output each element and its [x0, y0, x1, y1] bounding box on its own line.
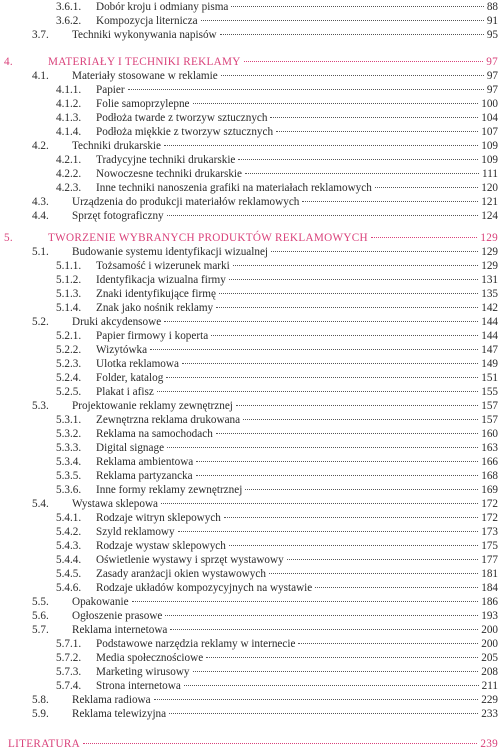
toc-entry-number: 5.7.	[32, 624, 49, 636]
toc-entry-page: 104	[481, 112, 498, 124]
toc-entry[interactable]	[0, 623, 500, 637]
toc-entry-page: 200	[481, 638, 498, 650]
dot-leader	[371, 237, 477, 238]
dot-leader	[270, 117, 478, 118]
dot-leader	[167, 215, 479, 216]
toc-entry-page: 91	[486, 15, 498, 27]
toc-entry-number: 4.2.	[32, 140, 49, 152]
toc-entry-number: 5.8.	[32, 694, 49, 706]
toc-entry-number: 4.2.1.	[56, 154, 82, 166]
toc-entry-page: 181	[481, 568, 498, 580]
toc-entry-number: 4.2.2.	[56, 168, 82, 180]
dot-leader	[164, 321, 478, 322]
dot-leader	[238, 159, 478, 160]
toc-entry-title: Sprzęt fotograficzny	[72, 210, 164, 222]
toc-entry[interactable]	[0, 413, 500, 427]
toc-chapter-entry[interactable]	[0, 55, 500, 69]
toc-entry[interactable]	[0, 69, 500, 83]
toc-entry[interactable]	[0, 195, 500, 209]
toc-entry-number: 5.4.6.	[56, 582, 82, 594]
toc-entry-number: 5.7.3.	[56, 666, 82, 678]
toc-entry-number: 4.3.	[32, 196, 49, 208]
dot-leader	[196, 461, 478, 462]
toc-entry-page: 124	[481, 210, 498, 222]
toc-entry-page: 131	[481, 274, 498, 286]
toc-entry-title: Reklama telewizyjna	[72, 708, 167, 720]
toc-entry[interactable]	[0, 497, 500, 511]
toc-entry-title: Marketing wirusowy	[96, 666, 190, 678]
toc-entry-number: 5.4.5.	[56, 568, 82, 580]
dot-leader	[165, 615, 478, 616]
dot-leader	[287, 559, 479, 560]
toc-entry[interactable]	[0, 329, 500, 343]
toc-entry-title: Kompozycja liternicza	[96, 15, 198, 27]
dot-leader	[166, 377, 478, 378]
dot-leader	[193, 671, 479, 672]
toc-entry-title: Folder, katalog	[96, 372, 164, 384]
dot-leader	[219, 293, 478, 294]
toc-entry-title: Rodzaje witryn sklepowych	[96, 512, 221, 524]
toc-entry-number: 5.3.6.	[56, 484, 82, 496]
dot-leader	[150, 349, 478, 350]
toc-entry-page: 168	[481, 470, 498, 482]
toc-entry-page: 155	[481, 386, 498, 398]
toc-entry-title: Opakowanie	[72, 596, 129, 608]
toc-entry-number: 5.4.2.	[56, 526, 82, 538]
toc-entry-number: 3.6.1.	[56, 1, 82, 13]
toc-entry-number: 5.7.4.	[56, 680, 82, 692]
toc-entry-number: 5.4.	[32, 498, 49, 510]
toc-entry[interactable]	[0, 371, 500, 385]
toc-entry[interactable]	[0, 455, 500, 469]
toc-entry-page: 157	[481, 414, 498, 426]
dot-leader	[269, 573, 478, 574]
toc-entry-page: 208	[481, 666, 498, 678]
toc-entry-page: 144	[481, 330, 498, 342]
toc-entry-page: 144	[481, 316, 498, 328]
dot-leader	[315, 587, 478, 588]
toc-entry-title: Druki akcydensowe	[72, 316, 162, 328]
toc-entry-page: 229	[481, 694, 498, 706]
toc-entry-title: Oświetlenie wystawy i sprzęt wystawowy	[96, 554, 284, 566]
toc-entry-page: 107	[481, 126, 498, 138]
toc-entry-page: 200	[481, 624, 498, 636]
toc-entry-title: Plakat i afisz	[96, 386, 154, 398]
toc-entry-title: Wizytówka	[96, 344, 148, 356]
toc-entry[interactable]	[0, 539, 500, 553]
toc-entry-number: 4.1.	[32, 70, 49, 82]
toc-entry-title: Dobór kroju i odmiany pisma	[96, 1, 229, 13]
toc-entry-page: 173	[481, 526, 498, 538]
toc-entry-number: 5.4.4.	[56, 554, 82, 566]
toc-entry-page: 88	[486, 1, 498, 13]
dot-leader	[298, 643, 478, 644]
dot-leader	[216, 433, 478, 434]
toc-entry-page: 111	[482, 168, 498, 180]
toc-entry[interactable]	[0, 679, 500, 693]
dot-leader	[224, 517, 478, 518]
dot-leader	[244, 61, 484, 62]
toc-entry-page: 149	[481, 358, 498, 370]
toc-entry[interactable]	[0, 83, 500, 97]
toc-entry[interactable]	[0, 28, 500, 42]
toc-entry[interactable]	[0, 567, 500, 581]
toc-entry-number: 3.6.2.	[56, 15, 82, 27]
toc-entry-number: 5.6.	[32, 610, 49, 622]
toc-entry-page: 129	[480, 232, 498, 244]
toc-entry-number: 4.1.2.	[56, 98, 82, 110]
toc-entry[interactable]	[0, 693, 500, 707]
toc-entry-number: 5.9.	[32, 708, 49, 720]
toc-entry-title: Reklama na samochodach	[96, 428, 213, 440]
dot-leader	[196, 475, 479, 476]
toc-entry-title: Strona internetowa	[96, 680, 181, 692]
dot-leader	[211, 335, 478, 336]
dot-leader	[167, 447, 478, 448]
toc-entry[interactable]	[0, 511, 500, 525]
toc-entry-title: MATERIAŁY I TECHNIKI REKLAMY	[48, 56, 241, 68]
dot-leader	[243, 419, 478, 420]
dot-leader	[154, 699, 479, 700]
toc-entry-page: 177	[481, 554, 498, 566]
toc-entry-title: Podstawowe narzędzia reklamy w internecie	[96, 638, 296, 650]
dot-leader	[132, 601, 479, 602]
toc-entry[interactable]	[0, 441, 500, 455]
toc-entry-title: Ogłoszenie prasowe	[72, 610, 163, 622]
toc-entry[interactable]	[0, 139, 500, 153]
toc-entry[interactable]	[0, 0, 500, 14]
toc-entry-title: Reklama internetowa	[72, 624, 168, 636]
toc-entry-number: 5.2.4.	[56, 372, 82, 384]
dot-leader	[302, 201, 478, 202]
toc-entry-title: Znak jako nośnik reklamy	[96, 302, 214, 314]
toc-entry-title: TWORZENIE WYBRANYCH PRODUKTÓW REKLAMOWYCH	[48, 232, 368, 244]
toc-entry-title: Szyld reklamowy	[96, 526, 175, 538]
dot-leader	[178, 531, 479, 532]
toc-entry[interactable]	[0, 301, 500, 315]
toc-entry-page: 186	[481, 596, 498, 608]
toc-entry-page: 175	[481, 540, 498, 552]
dot-leader	[229, 545, 478, 546]
dot-leader	[271, 251, 478, 252]
toc-entry-number: 5.1.	[32, 246, 49, 258]
toc-entry-page: 160	[481, 428, 498, 440]
dot-leader	[161, 503, 478, 504]
dot-leader	[221, 75, 484, 76]
toc-entry-page: 109	[481, 154, 498, 166]
dot-leader	[193, 103, 479, 104]
dot-leader	[164, 145, 478, 146]
toc-entry-page: 109	[481, 140, 498, 152]
toc-entry-page: 97	[486, 84, 498, 96]
toc-entry-page: 100	[481, 98, 498, 110]
toc-entry-title: Tożsamość i wizerunek marki	[96, 260, 230, 272]
dot-leader	[83, 743, 477, 744]
toc-entry[interactable]	[0, 125, 500, 139]
toc-entry-number: 5.7.2.	[56, 652, 82, 664]
toc-entry-page: 172	[481, 512, 498, 524]
toc-entry[interactable]	[0, 581, 500, 595]
toc-entry-number: 5.4.3.	[56, 540, 82, 552]
toc-entry[interactable]	[0, 651, 500, 665]
toc-entry-number: 5.2.1.	[56, 330, 82, 342]
toc-entry-title: Zasady aranżacji okien wystawowych	[96, 568, 266, 580]
toc-entry-number: 5.1.2.	[56, 274, 82, 286]
dot-leader	[184, 685, 479, 686]
toc-entry[interactable]	[0, 595, 500, 609]
toc-entry-page: 172	[481, 498, 498, 510]
toc-entry-title: Znaki identyfikujące firmę	[96, 288, 216, 300]
dot-leader	[201, 20, 484, 21]
toc-entry-page: 211	[481, 680, 498, 692]
toc-entry-page: 120	[481, 182, 498, 194]
toc-entry[interactable]	[0, 245, 500, 259]
toc-entry[interactable]	[0, 287, 500, 301]
toc-entry[interactable]	[0, 343, 500, 357]
toc-entry[interactable]	[0, 469, 500, 483]
toc-entry-page: 97	[486, 70, 498, 82]
toc-entry-title: Rodzaje układów kompozycyjnych na wystawie	[96, 582, 313, 594]
toc-entry[interactable]	[0, 385, 500, 399]
toc-entry[interactable]	[0, 525, 500, 539]
toc-entry-number: 4.2.3.	[56, 182, 82, 194]
toc-entry-title: Media społecznościowe	[96, 652, 204, 664]
toc-entry-page: 233	[481, 708, 498, 720]
toc-entry-title: Papier	[96, 84, 125, 96]
dot-leader	[233, 265, 478, 266]
toc-entry-page: 163	[481, 442, 498, 454]
toc-entry-number: 4.1.3.	[56, 112, 82, 124]
toc-entry-number: 5.	[4, 232, 13, 244]
dot-leader	[169, 713, 478, 714]
toc-entry[interactable]	[0, 707, 500, 721]
dot-leader	[216, 307, 478, 308]
toc-entry-number: 3.7.	[32, 29, 49, 41]
toc-entry-number: 5.3.5.	[56, 470, 82, 482]
toc-entry-number: 5.2.5.	[56, 386, 82, 398]
toc-chapter-entry[interactable]	[0, 737, 500, 751]
dot-leader	[206, 657, 478, 658]
toc-entry-title: Identyfikacja wizualna firmy	[96, 274, 226, 286]
toc-entry-number: 5.1.4.	[56, 302, 82, 314]
toc-entry[interactable]	[0, 427, 500, 441]
toc-entry-number: 5.3.3.	[56, 442, 82, 454]
toc-entry-title: Techniki wykonywania napisów	[72, 29, 217, 41]
dot-leader	[182, 363, 478, 364]
toc-entry-number: 5.7.1.	[56, 638, 82, 650]
toc-entry-page: 129	[481, 260, 498, 272]
toc-entry-page: 129	[481, 246, 498, 258]
toc-entry-page: 97	[486, 56, 498, 68]
toc-entry-page: 147	[481, 344, 498, 356]
toc-entry-number: 5.3.2.	[56, 428, 82, 440]
toc-entry[interactable]	[0, 167, 500, 181]
toc-entry-title: Reklama ambientowa	[96, 456, 194, 468]
toc-entry[interactable]	[0, 111, 500, 125]
toc-entry[interactable]	[0, 209, 500, 223]
toc-entry-title: Reklama partyzancka	[96, 470, 193, 482]
toc-entry-number: 5.2.3.	[56, 358, 82, 370]
dot-leader	[276, 131, 478, 132]
toc-entry-number: 5.4.1.	[56, 512, 82, 524]
toc-entry[interactable]	[0, 97, 500, 111]
toc-entry[interactable]	[0, 609, 500, 623]
toc-entry-page: 157	[481, 400, 498, 412]
toc-entry-number: 5.1.3.	[56, 288, 82, 300]
toc-entry-title: Inne formy reklamy zewnętrznej	[96, 484, 243, 496]
toc-entry[interactable]	[0, 637, 500, 651]
dot-leader	[231, 6, 483, 7]
toc-entry-page: 205	[481, 652, 498, 664]
dot-leader	[170, 629, 478, 630]
toc-entry[interactable]	[0, 273, 500, 287]
toc-entry-number: 4.	[4, 56, 13, 68]
toc-entry-page: 184	[481, 582, 498, 594]
dot-leader	[220, 34, 484, 35]
toc-entry[interactable]	[0, 399, 500, 413]
toc-entry-page: 151	[481, 372, 498, 384]
toc-entry-number: 5.1.1.	[56, 260, 82, 272]
toc-chapter-entry[interactable]	[0, 231, 500, 245]
toc-entry-page: 239	[480, 738, 498, 750]
dot-leader	[229, 279, 478, 280]
toc-entry-title: Papier firmowy i koperta	[96, 330, 209, 342]
toc-entry-title: LITERATURA	[8, 738, 80, 750]
toc-entry-title: Techniki drukarskie	[72, 140, 161, 152]
toc-entry[interactable]	[0, 483, 500, 497]
toc-entry[interactable]	[0, 259, 500, 273]
toc-entry-page: 142	[481, 302, 498, 314]
toc-entry-title: Materiały stosowane w reklamie	[72, 70, 218, 82]
toc-entry-title: Tradycyjne techniki drukarskie	[96, 154, 236, 166]
toc-entry-title: Nowoczesne techniki drukarskie	[96, 168, 243, 180]
toc-entry-number: 4.4.	[32, 210, 49, 222]
toc-entry-number: 5.2.	[32, 316, 49, 328]
toc-entry-title: Podłoża miękkie z tworzyw sztucznych	[96, 126, 274, 138]
toc-entry-number: 5.3.	[32, 400, 49, 412]
toc-entry[interactable]	[0, 14, 500, 28]
dot-leader	[128, 89, 484, 90]
toc-entry-title: Rodzaje wystaw sklepowych	[96, 540, 226, 552]
toc-entry-title: Inne techniki nanoszenia grafiki na materiałach reklamowych	[96, 182, 372, 194]
toc-entry-page: 135	[481, 288, 498, 300]
toc-entry-title: Zewnętrzna reklama drukowana	[96, 414, 241, 426]
toc-entry-number: 5.5.	[32, 596, 49, 608]
toc-entry[interactable]	[0, 153, 500, 167]
toc-entry-title: Digital signage	[96, 442, 165, 454]
toc-entry-page: 95	[486, 29, 498, 41]
toc-entry-number: 5.3.4.	[56, 456, 82, 468]
dot-leader	[375, 187, 478, 188]
toc-entry-number: 4.1.4.	[56, 126, 82, 138]
toc-entry-title: Wystawa sklepowa	[72, 498, 159, 510]
toc-entry-page: 169	[481, 484, 498, 496]
toc-entry-number: 4.1.1.	[56, 84, 82, 96]
toc-entry[interactable]	[0, 315, 500, 329]
toc-entry[interactable]	[0, 553, 500, 567]
toc-entry-title: Projektowanie reklamy zewnętrznej	[72, 400, 233, 412]
toc-entry-page: 121	[481, 196, 498, 208]
toc-entry-page: 166	[481, 456, 498, 468]
toc-entry[interactable]	[0, 181, 500, 195]
toc-entry-title: Ulotka reklamowa	[96, 358, 179, 370]
toc-entry-number: 5.2.2.	[56, 344, 82, 356]
toc-entry-title: Reklama radiowa	[72, 694, 151, 706]
toc-entry[interactable]	[0, 357, 500, 371]
toc-entry-title: Urządzenia do produkcji materiałów reklamowych	[72, 196, 300, 208]
dot-leader	[245, 489, 478, 490]
dot-leader	[245, 173, 479, 174]
toc-entry-page: 193	[481, 610, 498, 622]
toc-entry-number: 5.3.1.	[56, 414, 82, 426]
toc-entry-title: Budowanie systemu identyfikacji wizualnej	[72, 246, 269, 258]
dot-leader	[236, 405, 478, 406]
toc-entry-title: Podłoża twarde z tworzyw sztucznych	[96, 112, 268, 124]
toc-entry[interactable]	[0, 665, 500, 679]
toc-entry-title: Folie samoprzylepne	[96, 98, 190, 110]
dot-leader	[157, 391, 478, 392]
